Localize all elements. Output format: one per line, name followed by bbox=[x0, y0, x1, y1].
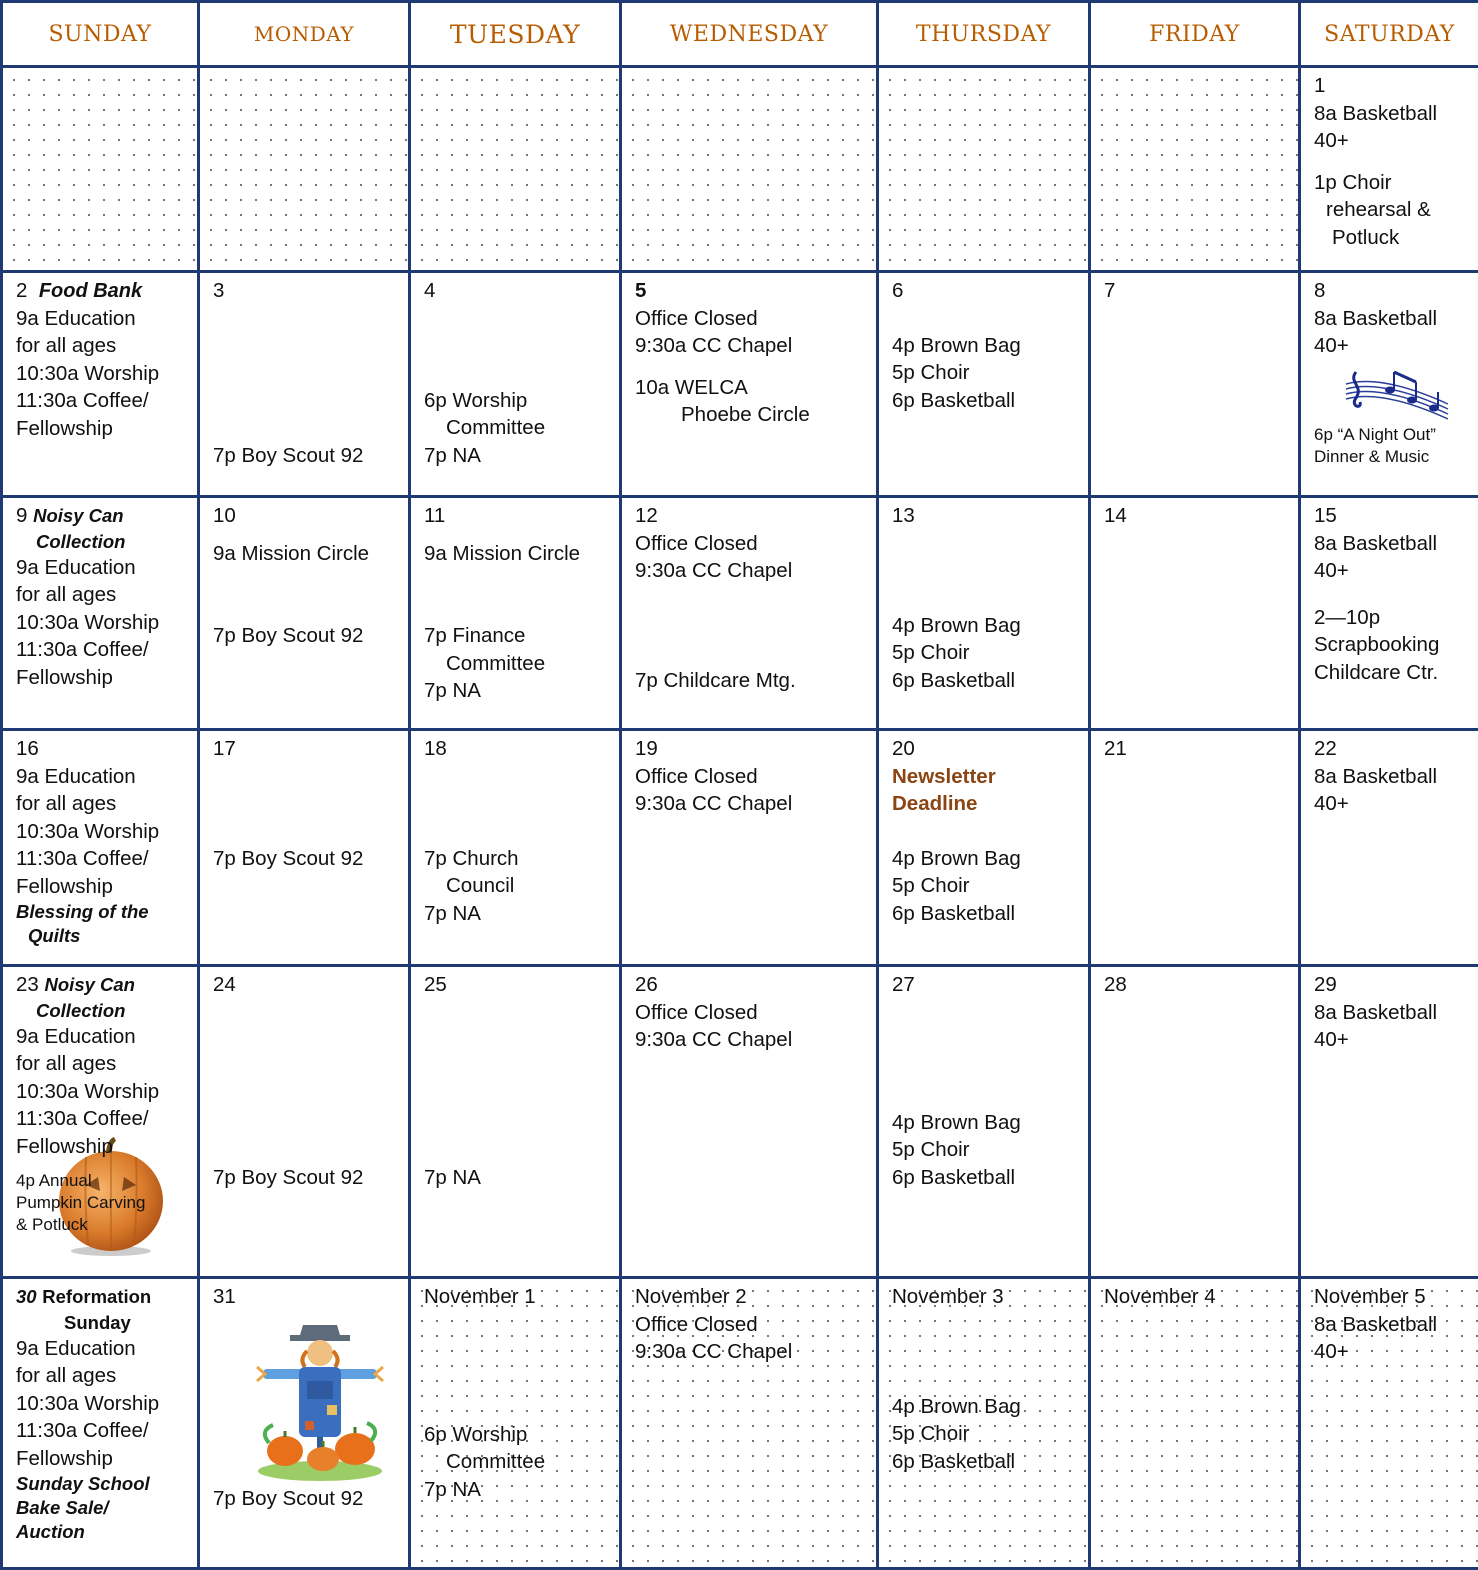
day-cell bbox=[199, 272, 410, 497]
day-cell-next-month bbox=[410, 1278, 621, 1569]
event: 6p Basketball bbox=[892, 667, 1082, 695]
event: 11:30a Coffee/ bbox=[16, 1417, 191, 1445]
day-cell-next-month bbox=[1090, 1278, 1300, 1569]
day-cell bbox=[410, 497, 621, 730]
day-cell bbox=[1300, 497, 1478, 730]
day-number: November 2 bbox=[635, 1283, 870, 1311]
special-event: Reformation bbox=[42, 1286, 151, 1307]
event: 9:30a CC Chapel bbox=[635, 557, 870, 585]
day-number: 10 bbox=[213, 502, 402, 530]
event: for all ages bbox=[16, 1050, 191, 1078]
newsletter-deadline: Newsletter bbox=[892, 763, 1082, 791]
weekday-saturday: SATURDAY bbox=[1300, 2, 1478, 67]
day-number: 20 bbox=[892, 735, 1082, 763]
event: 7p Church bbox=[424, 845, 613, 873]
special-event: Bake Sale/ bbox=[16, 1496, 191, 1520]
event: 40+ bbox=[1314, 332, 1472, 360]
special-event: Collection bbox=[16, 999, 191, 1023]
event: Committee bbox=[424, 1448, 613, 1476]
day-number: November 3 bbox=[892, 1283, 1082, 1311]
day-number: 2 bbox=[16, 279, 27, 302]
day-number: 23 bbox=[16, 973, 39, 996]
event: 7p Childcare Mtg. bbox=[635, 667, 870, 695]
day-cell bbox=[621, 966, 878, 1278]
day-cell bbox=[1300, 67, 1478, 272]
event: 40+ bbox=[1314, 557, 1472, 585]
event: 11:30a Coffee/ bbox=[16, 845, 191, 873]
event: rehearsal & bbox=[1314, 196, 1472, 224]
day-cell bbox=[1090, 730, 1300, 966]
event: Office Closed bbox=[635, 999, 870, 1027]
event: 11:30a Coffee/ bbox=[16, 387, 191, 415]
event: 9:30a CC Chapel bbox=[635, 332, 870, 360]
day-cell bbox=[621, 272, 878, 497]
event: Pumpkin Carving bbox=[16, 1192, 191, 1214]
newsletter-deadline: Deadline bbox=[892, 790, 1082, 818]
event: 9a Education bbox=[16, 305, 191, 333]
event: 6p Basketball bbox=[892, 900, 1082, 928]
day-number: November 1 bbox=[424, 1283, 613, 1311]
event: 9:30a CC Chapel bbox=[635, 790, 870, 818]
event: Fellowship bbox=[16, 664, 191, 692]
special-event: Auction bbox=[16, 1520, 191, 1544]
event: 9:30a CC Chapel bbox=[635, 1026, 870, 1054]
day-cell-empty bbox=[878, 67, 1090, 272]
day-number: 14 bbox=[1104, 502, 1292, 530]
day-cell bbox=[1300, 272, 1478, 497]
day-cell-empty bbox=[1090, 67, 1300, 272]
day-number: 11 bbox=[424, 502, 613, 530]
day-cell bbox=[410, 730, 621, 966]
day-number: November 5 bbox=[1314, 1283, 1472, 1311]
event: Fellowship bbox=[16, 1133, 191, 1161]
event: 7p NA bbox=[424, 900, 613, 928]
event: 4p Brown Bag bbox=[892, 612, 1082, 640]
day-number: 18 bbox=[424, 735, 613, 763]
event: & Potluck bbox=[16, 1214, 191, 1236]
day-number: 26 bbox=[635, 971, 870, 999]
special-event: Food Bank bbox=[39, 280, 142, 302]
event: 6p “A Night Out” bbox=[1314, 424, 1472, 446]
event: Office Closed bbox=[635, 530, 870, 558]
event: 9a Mission Circle bbox=[213, 540, 402, 568]
event: 9a Education bbox=[16, 1023, 191, 1051]
event: for all ages bbox=[16, 581, 191, 609]
event: 6p Worship bbox=[424, 1421, 613, 1449]
event: 8a Basketball bbox=[1314, 530, 1472, 558]
event: 10:30a Worship bbox=[16, 818, 191, 846]
day-cell-next-month bbox=[878, 1278, 1090, 1569]
day-cell-next-month bbox=[621, 1278, 878, 1569]
event: 7p NA bbox=[424, 1164, 613, 1192]
event: 9a Education bbox=[16, 1335, 191, 1363]
day-cell bbox=[878, 272, 1090, 497]
music-notes-icon bbox=[1342, 364, 1452, 422]
weekday-tuesday: TUESDAY bbox=[410, 2, 621, 67]
event: 10:30a Worship bbox=[16, 1390, 191, 1418]
week-row bbox=[2, 1278, 1478, 1569]
event: Office Closed bbox=[635, 1311, 870, 1339]
weekday-thursday: THURSDAY bbox=[878, 2, 1090, 67]
day-number: 24 bbox=[213, 971, 402, 999]
special-event: Sunday bbox=[16, 1311, 191, 1335]
event: 9a Mission Circle bbox=[424, 540, 613, 568]
event: Fellowship bbox=[16, 1445, 191, 1473]
day-number: 5 bbox=[635, 277, 870, 305]
event: 4p Brown Bag bbox=[892, 332, 1082, 360]
day-number: 13 bbox=[892, 502, 1082, 530]
special-event: Sunday School bbox=[16, 1472, 191, 1496]
special-event: Noisy Can bbox=[33, 505, 123, 526]
day-number: 12 bbox=[635, 502, 870, 530]
event: 6p Worship bbox=[424, 387, 613, 415]
event: 40+ bbox=[1314, 790, 1472, 818]
day-cell-next-month bbox=[1300, 1278, 1478, 1569]
day-cell bbox=[878, 497, 1090, 730]
day-cell bbox=[1090, 966, 1300, 1278]
day-cell bbox=[199, 966, 410, 1278]
day-cell bbox=[621, 730, 878, 966]
event: 9:30a CC Chapel bbox=[635, 1338, 870, 1366]
day-number: 1 bbox=[1314, 72, 1472, 100]
event: Phoebe Circle bbox=[635, 401, 870, 429]
weekday-monday: MONDAY bbox=[199, 2, 410, 67]
event: 7p Boy Scout 92 bbox=[213, 845, 402, 873]
event: 7p Boy Scout 92 bbox=[213, 622, 402, 650]
event: 10:30a Worship bbox=[16, 360, 191, 388]
event: for all ages bbox=[16, 332, 191, 360]
event: Childcare Ctr. bbox=[1314, 659, 1472, 687]
scarecrow-icon bbox=[255, 1321, 385, 1483]
day-number: 17 bbox=[213, 735, 402, 763]
day-cell bbox=[1300, 966, 1478, 1278]
day-cell bbox=[2, 730, 199, 966]
day-cell bbox=[410, 272, 621, 497]
weekday-header-row bbox=[2, 2, 1478, 67]
day-cell-empty bbox=[199, 67, 410, 272]
day-number: 16 bbox=[16, 735, 191, 763]
event: 1p Choir bbox=[1314, 169, 1472, 197]
event: 5p Choir bbox=[892, 872, 1082, 900]
day-cell bbox=[199, 730, 410, 966]
event: 8a Basketball bbox=[1314, 763, 1472, 791]
week-row bbox=[2, 497, 1478, 730]
event: Committee bbox=[424, 414, 613, 442]
day-cell bbox=[2, 497, 199, 730]
event: 6p Basketball bbox=[892, 1164, 1082, 1192]
day-number: 8 bbox=[1314, 277, 1472, 305]
event: 8a Basketball bbox=[1314, 305, 1472, 333]
event: 8a Basketball bbox=[1314, 1311, 1472, 1339]
event: Potluck bbox=[1314, 224, 1472, 252]
event: 9a Education bbox=[16, 763, 191, 791]
day-number: 27 bbox=[892, 971, 1082, 999]
event: 6p Basketball bbox=[892, 387, 1082, 415]
event: 6p Basketball bbox=[892, 1448, 1082, 1476]
event: 7p Boy Scout 92 bbox=[213, 1164, 402, 1192]
day-cell bbox=[1300, 730, 1478, 966]
day-number: 9 bbox=[16, 504, 27, 527]
event: 40+ bbox=[1314, 1338, 1472, 1366]
event: 4p Brown Bag bbox=[892, 1393, 1082, 1421]
day-cell bbox=[199, 497, 410, 730]
week-row bbox=[2, 730, 1478, 966]
event: 40+ bbox=[1314, 1026, 1472, 1054]
event: 4p Brown Bag bbox=[892, 1109, 1082, 1137]
event: Fellowship bbox=[16, 873, 191, 901]
event: Office Closed bbox=[635, 305, 870, 333]
event: 40+ bbox=[1314, 127, 1472, 155]
event: 5p Choir bbox=[892, 359, 1082, 387]
day-number: 31 bbox=[213, 1283, 402, 1311]
day-number: 4 bbox=[424, 277, 613, 305]
day-cell bbox=[878, 966, 1090, 1278]
special-event: Quilts bbox=[16, 924, 191, 948]
event: Fellowship bbox=[16, 415, 191, 443]
event: 2—10p bbox=[1314, 604, 1472, 632]
day-cell bbox=[621, 497, 878, 730]
day-number: 29 bbox=[1314, 971, 1472, 999]
day-cell bbox=[2, 1278, 199, 1569]
event: 4p Annual bbox=[16, 1170, 191, 1192]
event: 8a Basketball bbox=[1314, 999, 1472, 1027]
day-cell-empty bbox=[621, 67, 878, 272]
day-number: November 4 bbox=[1104, 1283, 1292, 1311]
event: 8a Basketball bbox=[1314, 100, 1472, 128]
event: 10a WELCA bbox=[635, 374, 870, 402]
weekday-sunday: SUNDAY bbox=[2, 2, 199, 67]
day-number: 3 bbox=[213, 277, 402, 305]
day-number: 19 bbox=[635, 735, 870, 763]
event: 10:30a Worship bbox=[16, 609, 191, 637]
event: 7p Boy Scout 92 bbox=[213, 1485, 402, 1513]
event: for all ages bbox=[16, 1362, 191, 1390]
special-event: Collection bbox=[16, 530, 191, 554]
week-row bbox=[2, 966, 1478, 1278]
event: 11:30a Coffee/ bbox=[16, 1105, 191, 1133]
day-cell bbox=[1090, 272, 1300, 497]
day-number: 30 bbox=[16, 1286, 37, 1307]
day-number: 25 bbox=[424, 971, 613, 999]
event: Scrapbooking bbox=[1314, 631, 1472, 659]
event: Committee bbox=[424, 650, 613, 678]
week-row bbox=[2, 272, 1478, 497]
day-cell bbox=[199, 1278, 410, 1569]
event: 7p NA bbox=[424, 1476, 613, 1504]
day-cell bbox=[2, 272, 199, 497]
day-number: 6 bbox=[892, 277, 1082, 305]
event: 11:30a Coffee/ bbox=[16, 636, 191, 664]
event: 9a Education bbox=[16, 554, 191, 582]
event: 5p Choir bbox=[892, 1136, 1082, 1164]
day-cell bbox=[878, 730, 1090, 966]
day-number: 28 bbox=[1104, 971, 1292, 999]
day-cell bbox=[1090, 497, 1300, 730]
day-cell bbox=[410, 966, 621, 1278]
weekday-wednesday: WEDNESDAY bbox=[621, 2, 878, 67]
event: 5p Choir bbox=[892, 639, 1082, 667]
day-number: 7 bbox=[1104, 277, 1292, 305]
event: 4p Brown Bag bbox=[892, 845, 1082, 873]
week-row bbox=[2, 67, 1478, 272]
day-cell bbox=[2, 966, 199, 1278]
event: Dinner & Music bbox=[1314, 446, 1472, 468]
day-number: 22 bbox=[1314, 735, 1472, 763]
event: 5p Choir bbox=[892, 1420, 1082, 1448]
event: 7p Finance bbox=[424, 622, 613, 650]
event: 7p Boy Scout 92 bbox=[213, 442, 402, 470]
event: 7p NA bbox=[424, 442, 613, 470]
day-number: 15 bbox=[1314, 502, 1472, 530]
event: 10:30a Worship bbox=[16, 1078, 191, 1106]
event: 7p NA bbox=[424, 677, 613, 705]
event: Council bbox=[424, 872, 613, 900]
day-number: 21 bbox=[1104, 735, 1292, 763]
day-cell-empty bbox=[410, 67, 621, 272]
special-event: Noisy Can bbox=[45, 974, 135, 995]
weekday-friday: FRIDAY bbox=[1090, 2, 1300, 67]
event: Office Closed bbox=[635, 763, 870, 791]
special-event: Blessing of the bbox=[16, 900, 191, 924]
day-cell-empty bbox=[2, 67, 199, 272]
event: for all ages bbox=[16, 790, 191, 818]
